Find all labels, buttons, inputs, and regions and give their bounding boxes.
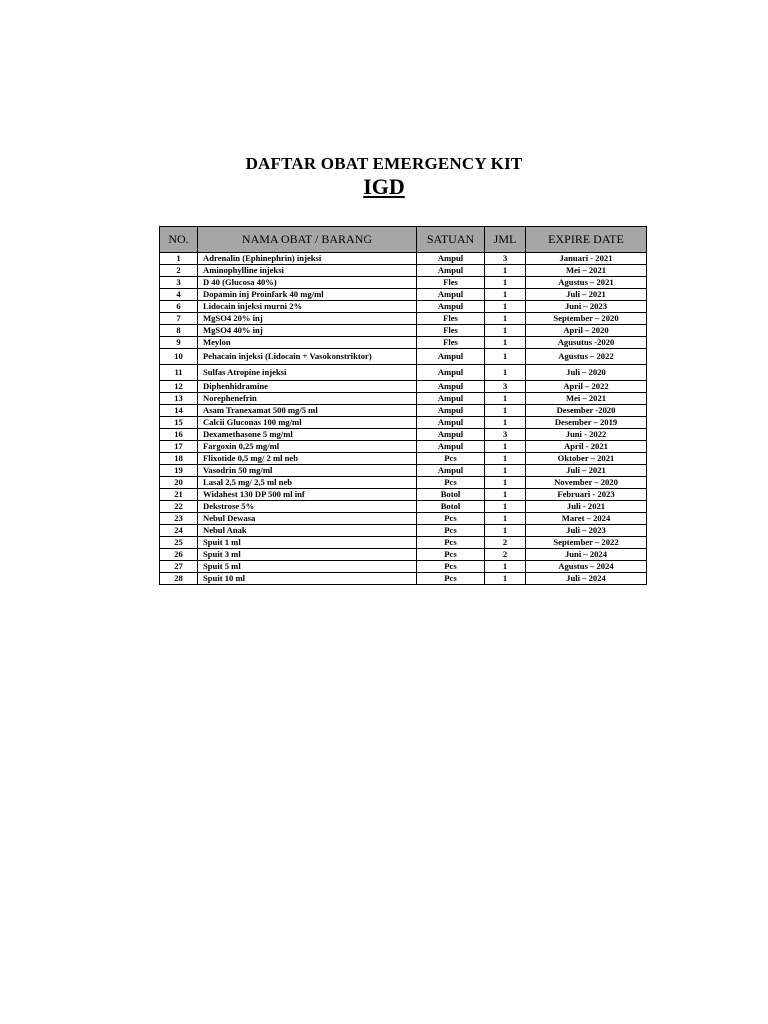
row-qty: 1 [485, 441, 526, 453]
row-no: 15 [160, 417, 198, 429]
row-name: Spuit 5 ml [198, 561, 417, 573]
row-unit: Pcs [417, 561, 485, 573]
row-name: Asam Tranexamat 500 mg/5 ml [198, 405, 417, 417]
header-no: NO. [160, 227, 198, 253]
row-expire: Juli – 2021 [526, 289, 647, 301]
row-expire: April – 2022 [526, 381, 647, 393]
row-expire: Juli – 2020 [526, 365, 647, 381]
row-qty: 1 [485, 265, 526, 277]
row-unit: Ampul [417, 301, 485, 313]
table-header-row [160, 227, 647, 253]
table-row [160, 465, 647, 477]
row-no: 6 [160, 301, 198, 313]
row-unit: Ampul [417, 349, 485, 365]
header-expire: EXPIRE DATE [526, 227, 647, 253]
table-row [160, 573, 647, 585]
row-unit: Ampul [417, 265, 485, 277]
row-expire: Juni – 2024 [526, 549, 647, 561]
table-row [160, 429, 647, 441]
row-name: Adrenalin (Ephinephrin) injeksi [198, 253, 417, 265]
table-row [160, 525, 647, 537]
row-no: 2 [160, 265, 198, 277]
row-name: Lidocain injeksi murni 2% [198, 301, 417, 313]
row-expire: Juni - 2022 [526, 429, 647, 441]
row-no: 24 [160, 525, 198, 537]
row-no: 26 [160, 549, 198, 561]
row-name: Dexamethasone 5 mg/ml [198, 429, 417, 441]
row-qty: 1 [485, 301, 526, 313]
row-no: 27 [160, 561, 198, 573]
table-row [160, 513, 647, 525]
row-name: Spuit 1 ml [198, 537, 417, 549]
row-unit: Ampul [417, 253, 485, 265]
row-no: 13 [160, 393, 198, 405]
row-name: Nebul Dewasa [198, 513, 417, 525]
table-row [160, 277, 647, 289]
document-title: DAFTAR OBAT EMERGENCY KIT [245, 154, 523, 173]
table-row [160, 265, 647, 277]
table-row [160, 289, 647, 301]
row-expire: Agusutus -2020 [526, 337, 647, 349]
row-unit: Botol [417, 489, 485, 501]
row-expire: Agustus – 2024 [526, 561, 647, 573]
row-no: 22 [160, 501, 198, 513]
row-qty: 3 [485, 253, 526, 265]
row-no: 10 [160, 349, 198, 365]
row-name: Calcii Gluconas 100 mg/ml [198, 417, 417, 429]
table-row [160, 477, 647, 489]
row-expire: Mei – 2021 [526, 393, 647, 405]
row-no: 28 [160, 573, 198, 585]
table-row [160, 253, 647, 265]
row-unit: Ampul [417, 289, 485, 301]
row-unit: Ampul [417, 365, 485, 381]
row-expire: Maret – 2024 [526, 513, 647, 525]
row-no: 18 [160, 453, 198, 465]
row-qty: 1 [485, 513, 526, 525]
table-row [160, 301, 647, 313]
row-no: 19 [160, 465, 198, 477]
header-name: NAMA OBAT / BARANG [198, 227, 417, 253]
row-no: 25 [160, 537, 198, 549]
row-expire: Desember – 2019 [526, 417, 647, 429]
table-row [160, 365, 647, 381]
row-expire: Juli – 2023 [526, 525, 647, 537]
table-row [160, 453, 647, 465]
row-expire: Juli - 2021 [526, 501, 647, 513]
row-name: Norephenefrin [198, 393, 417, 405]
row-unit: Fles [417, 325, 485, 337]
row-name: MgSO4 20% inj [198, 313, 417, 325]
row-name: Spuit 3 ml [198, 549, 417, 561]
row-no: 9 [160, 337, 198, 349]
row-qty: 1 [485, 489, 526, 501]
row-expire: Agustus – 2021 [526, 277, 647, 289]
row-no: 4 [160, 289, 198, 301]
row-expire: Mei – 2021 [526, 265, 647, 277]
row-unit: Pcs [417, 549, 485, 561]
row-qty: 1 [485, 325, 526, 337]
header-qty: JML [485, 227, 526, 253]
table-row [160, 393, 647, 405]
row-no: 14 [160, 405, 198, 417]
row-unit: Pcs [417, 513, 485, 525]
row-unit: Pcs [417, 537, 485, 549]
row-name: Dopamin inj Proinfark 40 mg/ml [198, 289, 417, 301]
row-qty: 3 [485, 429, 526, 441]
row-no: 8 [160, 325, 198, 337]
row-qty: 1 [485, 465, 526, 477]
row-name: Flixotide 0,5 mg/ 2 ml neb [198, 453, 417, 465]
row-qty: 1 [485, 561, 526, 573]
table-row [160, 561, 647, 573]
row-expire: Agustus – 2022 [526, 349, 647, 365]
row-no: 17 [160, 441, 198, 453]
table-row [160, 325, 647, 337]
row-name: Meylon [198, 337, 417, 349]
row-unit: Pcs [417, 525, 485, 537]
table-row [160, 417, 647, 429]
row-qty: 1 [485, 349, 526, 365]
row-unit: Pcs [417, 477, 485, 489]
header-unit: SATUAN [417, 227, 485, 253]
row-name: Vasodrin 50 mg/ml [198, 465, 417, 477]
row-qty: 1 [485, 289, 526, 301]
row-qty: 1 [485, 277, 526, 289]
row-unit: Fles [417, 277, 485, 289]
row-unit: Ampul [417, 429, 485, 441]
row-name: Lasal 2,5 mg/ 2,5 ml neb [198, 477, 417, 489]
row-expire: April - 2021 [526, 441, 647, 453]
row-qty: 1 [485, 365, 526, 381]
table-row [160, 441, 647, 453]
row-expire: Desember -2020 [526, 405, 647, 417]
row-qty: 1 [485, 337, 526, 349]
row-expire: Februari - 2023 [526, 489, 647, 501]
row-unit: Ampul [417, 393, 485, 405]
row-expire: Juli – 2021 [526, 465, 647, 477]
row-name: Widahest 130 DP 500 ml inf [198, 489, 417, 501]
row-qty: 1 [485, 573, 526, 585]
row-unit: Ampul [417, 381, 485, 393]
row-name: Dekstrose 5% [198, 501, 417, 513]
row-unit: Ampul [417, 405, 485, 417]
row-no: 1 [160, 253, 198, 265]
table-row [160, 405, 647, 417]
row-unit: Ampul [417, 417, 485, 429]
row-no: 21 [160, 489, 198, 501]
row-no: 20 [160, 477, 198, 489]
table-row [160, 337, 647, 349]
row-name: Sulfas Atropine injeksi [198, 365, 417, 381]
row-expire: September – 2020 [526, 313, 647, 325]
row-qty: 1 [485, 525, 526, 537]
row-name: D 40 (Glucosa 40%) [198, 277, 417, 289]
row-unit: Ampul [417, 441, 485, 453]
table-row [160, 349, 647, 365]
row-name: Diphenhidramine [198, 381, 417, 393]
row-qty: 1 [485, 417, 526, 429]
table-row [160, 501, 647, 513]
row-unit: Ampul [417, 465, 485, 477]
row-expire: Juni – 2023 [526, 301, 647, 313]
row-no: 16 [160, 429, 198, 441]
row-name: Aminophylline injeksi [198, 265, 417, 277]
row-unit: Botol [417, 501, 485, 513]
row-expire: Juli – 2024 [526, 573, 647, 585]
table-row [160, 313, 647, 325]
row-qty: 1 [485, 313, 526, 325]
row-unit: Pcs [417, 573, 485, 585]
table-row [160, 549, 647, 561]
row-no: 23 [160, 513, 198, 525]
row-name: Fargoxin 0,25 mg/ml [198, 441, 417, 453]
row-expire: Oktober – 2021 [526, 453, 647, 465]
row-name: Pehacain injeksi (Lidocain + Vasokonstriktor) [198, 349, 417, 365]
row-qty: 2 [485, 537, 526, 549]
row-unit: Pcs [417, 453, 485, 465]
row-no: 7 [160, 313, 198, 325]
row-no: 3 [160, 277, 198, 289]
row-qty: 2 [485, 549, 526, 561]
row-expire: November – 2020 [526, 477, 647, 489]
document-subtitle: IGD [363, 174, 405, 199]
row-name: Nebul Anak [198, 525, 417, 537]
medicine-table [159, 226, 647, 585]
row-qty: 1 [485, 501, 526, 513]
row-expire: April – 2020 [526, 325, 647, 337]
row-name: MgSO4 40% inj [198, 325, 417, 337]
table-row [160, 489, 647, 501]
row-unit: Fles [417, 337, 485, 349]
row-expire: Januari - 2021 [526, 253, 647, 265]
row-no: 12 [160, 381, 198, 393]
row-qty: 1 [485, 405, 526, 417]
row-qty: 1 [485, 453, 526, 465]
table-row [160, 537, 647, 549]
row-qty: 1 [485, 477, 526, 489]
row-expire: September – 2022 [526, 537, 647, 549]
row-unit: Fles [417, 313, 485, 325]
row-qty: 3 [485, 381, 526, 393]
table-row [160, 381, 647, 393]
row-no: 11 [160, 365, 198, 381]
row-name: Spuit 10 ml [198, 573, 417, 585]
row-qty: 1 [485, 393, 526, 405]
